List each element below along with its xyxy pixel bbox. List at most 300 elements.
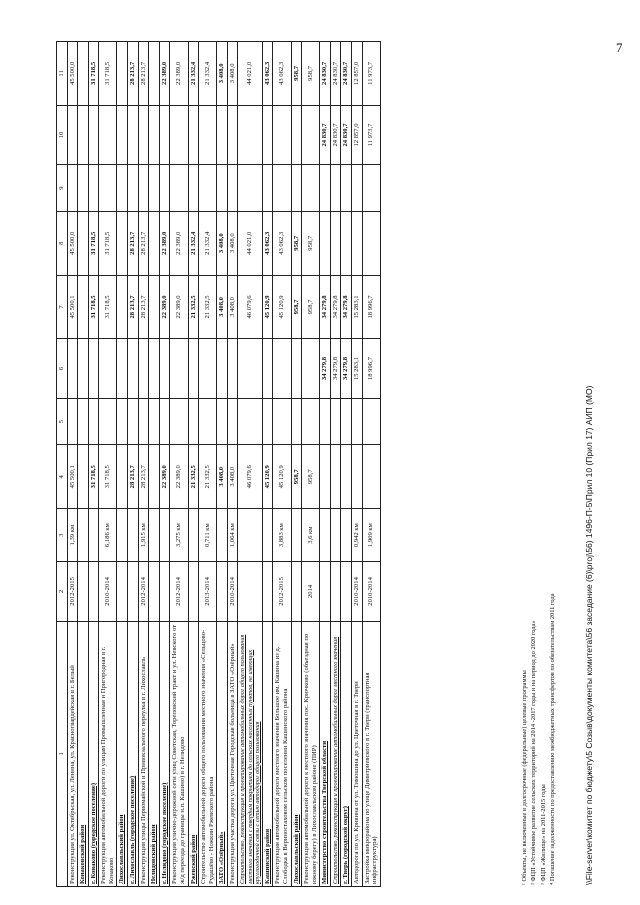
table-cell [302,105,320,164]
table-cell: 3 408,0 [227,211,238,275]
table-cell [238,398,262,445]
table-cell [149,445,160,509]
table-cell [159,339,170,398]
table-cell: 2010-2014 [351,562,362,621]
table-cell [170,165,188,212]
table-cell [341,509,352,562]
table-cell [351,445,362,509]
table-cell [128,165,139,212]
table-cell [67,165,78,212]
table-cell [159,398,170,445]
table-cell: 24 830,7 [320,42,331,106]
table-cell: 45 500,0 [67,42,78,106]
table-cell [149,339,160,398]
table-cell [149,42,160,106]
table-cell: 34 279,8 [320,339,331,398]
table-cell [262,509,273,562]
table-cell: 21 332,4 [199,42,217,106]
table-cell [238,105,262,164]
row-label: Министерство строительства Тверской области [320,621,331,886]
table-cell [159,165,170,212]
table-row [351,42,362,887]
subsection-row [238,42,262,887]
table-cell [78,445,89,509]
table-cell: 2014 [302,562,320,621]
row-label: Автодорога по ул. Кривина от ул. Тимошина до ул. Цветочная в г. Твери [351,621,362,886]
table-cell: 958,7 [291,211,302,275]
table-cell: 22 389,0 [170,211,188,275]
row-label: г. Тверь (городской округ) [341,621,352,886]
table-cell [217,105,228,164]
table-cell [128,562,139,621]
table-cell [78,275,89,339]
table-cell: 44 021,0 [238,211,262,275]
row-label: Строительство автомобильной дороги общего пользования местного значения «Сельцово-Рудашёво - Ножкин Ржевского района [199,621,217,886]
table-cell [330,165,341,212]
table-cell [78,509,89,562]
table-row [138,42,149,887]
table-cell [238,339,262,398]
table-cell: 44 021,0 [238,42,262,106]
table-cell [320,445,331,509]
table-cell [78,42,89,106]
table-cell: 958,7 [302,211,320,275]
group-row [341,42,352,887]
group-row [117,42,128,887]
table-cell [99,105,117,164]
table-cell: 45 120,9 [262,445,273,509]
table-cell [341,165,352,212]
table-cell [128,105,139,164]
footnote: ³ ФЦП «Жилище» на 2011-2015 годы [539,784,547,885]
table-cell [128,509,139,562]
row-label: Кашинский район [262,621,273,886]
table-cell: 958,7 [291,42,302,106]
table-cell: 958,7 [291,275,302,339]
table-cell: 45 120,9 [273,445,291,509]
table-cell [149,398,160,445]
table-cell: 45 120,9 [262,275,273,339]
page-number: 7 [616,40,623,55]
table-cell [320,562,331,621]
table-cell: 2012-2014 [170,562,188,621]
table-cell: 2010-2014 [362,562,380,621]
table-cell [262,562,273,621]
table-cell [99,339,117,398]
table-row [362,42,380,887]
table-cell: 28 213,7 [128,445,139,509]
table-cell: 28 213,7 [138,275,149,339]
row-label: Реконструкция участка дороги ул. Цветочная Городская больница в ЗАТО «Озёрный» [227,621,238,886]
table-cell: 3 408,0 [217,445,228,509]
column-header: 3 [57,509,68,562]
table-cell: 3 408,0 [217,275,228,339]
row-label: Реконструкция ул. Октябрьская, ул. Ленина, ул. Красногвардейская в г. Белый [67,621,78,886]
group-row [320,42,331,887]
group-row [128,42,139,887]
table-cell [217,339,228,398]
table-cell [341,211,352,275]
table-cell [351,211,362,275]
table-cell: 22 389,0 [170,275,188,339]
table-cell [117,275,128,339]
table-cell: 28 213,7 [128,211,139,275]
table-cell [217,398,228,445]
column-header: 8 [57,211,68,275]
group-row [188,42,199,887]
table-cell [88,562,99,621]
table-cell [117,509,128,562]
table-cell [188,562,199,621]
table-cell: 3 408,0 [227,275,238,339]
table-cell [99,165,117,212]
table-cell [78,165,89,212]
table-cell [67,339,78,398]
table-cell [67,398,78,445]
table-cell [330,509,341,562]
table-row [302,42,320,887]
table-cell [362,211,380,275]
table-cell [227,398,238,445]
table-row [273,42,291,887]
table-cell: 31 718,5 [88,445,99,509]
table-cell [67,105,78,164]
table-cell: 43 062,3 [262,211,273,275]
subsection-row [330,42,341,887]
table-cell: 18 996,7 [362,339,380,398]
table-cell [217,562,228,621]
table-cell [291,509,302,562]
table-cell [117,445,128,509]
table-cell: 43 062,3 [273,211,291,275]
table-cell: 34 279,8 [341,339,352,398]
group-row [88,42,99,887]
table-cell: 3,883 км [273,509,291,562]
table-cell: 3 408,0 [227,42,238,106]
table-cell [170,398,188,445]
table-cell [291,339,302,398]
table-cell [262,339,273,398]
investment-table [56,41,381,887]
table-cell [351,165,362,212]
column-header: 10 [57,105,68,164]
column-header: 1 [57,621,68,886]
table-cell [117,42,128,106]
column-header: 9 [57,165,68,212]
table-cell: 31 718,5 [88,211,99,275]
table-cell: 22 389,0 [170,445,188,509]
table-cell [88,165,99,212]
table-cell: 46 079,6 [238,445,262,509]
table-cell [78,339,89,398]
table-cell [159,105,170,164]
table-cell [302,339,320,398]
table-cell [302,398,320,445]
table-cell: 958,7 [302,275,320,339]
table-cell: 3 408,0 [227,445,238,509]
table-cell: 11 973,7 [362,42,380,106]
table-cell: 2010-2014 [227,562,238,621]
row-label: Конаковский район [78,621,89,886]
table-cell [149,562,160,621]
table-cell: 21 332,4 [199,211,217,275]
table-cell: 21 332,5 [188,445,199,509]
table-cell [149,211,160,275]
table-cell [188,339,199,398]
table-cell: 28 213,7 [128,42,139,106]
table-cell [88,105,99,164]
row-label: Реконструкция автомобильной дороги по улицам Промышленная и Пригородная в г. Конаково [99,621,117,886]
table-cell [273,105,291,164]
table-cell [78,105,89,164]
table-cell [128,398,139,445]
table-cell [227,165,238,212]
row-label: Реконструкция улицы Первомайской и Привокзального переулка в г. Лихославль [138,621,149,886]
table-cell [117,105,128,164]
column-header: 4 [57,445,68,509]
table-cell [188,509,199,562]
table-cell: 958,7 [302,445,320,509]
table-cell: 34 279,8 [320,275,331,339]
group-row [149,42,160,887]
table-cell [199,105,217,164]
table-cell: 3 408,0 [217,42,228,106]
table-cell [117,562,128,621]
group-row [78,42,89,887]
table-cell [217,509,228,562]
row-label: Реконструкция улично-дорожной сети улиц Советская, Тореповский тракт и ул. Невского от ж/д переезда до границы н.п. Кашино) в г. Нелидово [170,621,188,886]
table-cell [188,105,199,164]
table-cell: 43 062,3 [262,42,273,106]
table-cell [88,398,99,445]
table-cell [78,398,89,445]
table-cell: 958,7 [302,42,320,106]
table-cell: 31 718,5 [88,275,99,339]
table-cell [320,509,331,562]
table-cell [159,509,170,562]
table-cell [78,211,89,275]
table-cell: 46 079,6 [238,275,262,339]
table-cell [217,165,228,212]
row-label: Строительство, реконструкция и проектирование автомобильных дорог местного значения [330,621,341,886]
group-row [159,42,170,887]
table-row [99,42,117,887]
table-cell: 45 120,9 [273,275,291,339]
table-cell [88,509,99,562]
table-cell [149,105,160,164]
group-row [262,42,273,887]
table-cell [149,509,160,562]
row-label: Реконструкция автомобильной дороги к местного значения пос. Крючково (объездная по южному берегу) в Лихославльском районе (ПИР) [302,621,320,886]
table-cell [362,165,380,212]
table-cell: 24 830,7 [330,105,341,164]
table-cell [149,275,160,339]
table-cell: 1,909 км [362,509,380,562]
group-row [291,42,302,887]
table-cell [320,165,331,212]
table-cell: 45 500,0 [67,211,78,275]
table-cell: 2012-2015 [67,562,78,621]
table-cell: 21 332,4 [188,42,199,106]
row-label: Застройка микрорайона по улице Димитриевского в г. Твери (транспортная инфраструктура) [362,621,380,886]
table-cell: 15 283,1 [351,339,362,398]
table-cell [99,398,117,445]
table-cell [341,398,352,445]
document-sheet [12,13,602,893]
column-header: 11 [57,42,68,106]
table-cell [273,339,291,398]
table-cell [117,339,128,398]
table-cell [188,165,199,212]
footnotes [520,45,557,885]
table-cell: 2013-2014 [199,562,217,621]
table-cell [227,339,238,398]
table-cell [262,398,273,445]
table-cell [117,211,128,275]
footnote: ² ФЦП «Устойчивое развитие сельских территорий на 2014 -2017 годы и на период до 2020 года» [530,620,538,885]
table-cell: 3 408,0 [217,211,228,275]
table-cell: 31 718,5 [99,275,117,339]
table-cell [362,445,380,509]
table-cell: 21 332,5 [188,275,199,339]
table-cell: 958,7 [291,445,302,509]
table-cell [170,105,188,164]
table-cell [138,165,149,212]
table-cell: 28 213,7 [138,445,149,509]
table-cell: 31 718,5 [99,211,117,275]
table-cell [188,398,199,445]
table-cell: 3,275 км [170,509,188,562]
table-cell: 45 500,1 [67,445,78,509]
table-cell: 24 830,7 [330,42,341,106]
table-cell: 15 283,1 [351,275,362,339]
table-cell [117,165,128,212]
file-path: \\File-server\комитет по бюджету\5 Созыв\документы комитета\56 заседание (6)\proj\56) 1496-П-5\Прил 10 (Прил 17) АИП (МО) [584,385,594,885]
table-cell: 31 718,5 [99,445,117,509]
row-label: Ржевский район [188,621,199,886]
table-cell: 28 213,7 [138,211,149,275]
table-cell: 11 973,7 [362,105,380,164]
table-cell: 31 718,5 [99,42,117,106]
table-cell: 2012-2015 [273,562,291,621]
table-cell [330,562,341,621]
column-header: 7 [57,275,68,339]
row-label: Лихославльский район [291,621,302,886]
table-cell [330,398,341,445]
table-cell: 2012-2014 [138,562,149,621]
table-cell [291,105,302,164]
table-cell: 22 389,0 [159,42,170,106]
row-label: Лихославльский район [117,621,128,886]
table-row [199,42,217,887]
table-cell [362,398,380,445]
table-cell: 24 830,7 [341,42,352,106]
row-label: Строительство, реконструкция и проектирование автомобильных дорог общего пользования местного значения с твердым покрытием до сельских населенных пунктов, не имеющих круглогодичной связи с сетью автодорог общего пользования [238,621,262,886]
table-cell [238,562,262,621]
table-cell [320,211,331,275]
table-cell: 1,915 км [138,509,149,562]
table-cell [291,165,302,212]
table-cell [199,165,217,212]
table-cell [199,398,217,445]
table-cell [320,398,331,445]
table-cell [149,165,160,212]
table-cell: 6,186 км [99,509,117,562]
table-cell: 12 857,0 [351,105,362,164]
table-cell: 18 996,7 [362,275,380,339]
table-cell: 31 718,5 [88,42,99,106]
table-cell: 43 062,3 [273,42,291,106]
table-cell [227,105,238,164]
table-cell: 24 830,7 [320,105,331,164]
table-cell: 34 279,8 [330,275,341,339]
row-label: г. Конаково (городское поселение) [88,621,99,886]
table-cell [138,339,149,398]
table-cell [262,105,273,164]
column-header: 5 [57,398,68,445]
table-cell: 22 389,0 [170,42,188,106]
row-label: Реконструкция автомобильной дороги местного значения Большое им. Кашина из д. Слободка в Вериностаховом сельском поселении Кашинского района [273,621,291,886]
table-row [227,42,238,887]
table-cell: 1,39 км [67,509,78,562]
table-row [170,42,188,887]
row-label: Нелидовский район [149,621,160,886]
table-cell [138,105,149,164]
footnote: ¹ Объекты, не включенные в долгосрочные (федеральные) целевые программы [521,670,528,885]
table-cell [341,445,352,509]
footnote: ⁴ Погашение задолженности по предоставлению межбюджетных трансфертов по обязательствам 2011 года [548,593,556,885]
table-cell [199,339,217,398]
table-cell [138,398,149,445]
table-cell [78,562,89,621]
table-cell: 21 332,4 [188,211,199,275]
table-header-row [57,42,68,887]
table-cell: 0,942 км [351,509,362,562]
table-cell [262,165,273,212]
row-label: ЗАТО «Озёрный» [217,621,228,886]
table-cell [351,398,362,445]
table-cell: 21 332,5 [199,275,217,339]
column-header: 2 [57,562,68,621]
table-cell [273,398,291,445]
table-cell [330,445,341,509]
table-cell: 12 857,0 [351,42,362,106]
table-cell: 0,711 км [199,509,217,562]
table-cell [238,165,262,212]
column-header: 6 [57,339,68,398]
table-cell [302,165,320,212]
table-cell [159,562,170,621]
table-cell: 22 389,0 [159,445,170,509]
table-cell [117,398,128,445]
table-cell: 2010-2014 [99,562,117,621]
row-label: г. Лихославль (городское поселение) [128,621,139,886]
table-cell [341,562,352,621]
row-label: г. Нелидово (городское поселение) [159,621,170,886]
table-cell [330,211,341,275]
table-cell [291,562,302,621]
table-cell: 3,6 км [302,509,320,562]
table-cell [170,339,188,398]
table-cell: 1,064 км [227,509,238,562]
table-cell: 28 213,7 [128,275,139,339]
table-cell: 28 213,7 [138,42,149,106]
table-cell: 34 279,8 [341,275,352,339]
table-cell: 22 389,0 [159,275,170,339]
table-cell: 34 279,8 [330,339,341,398]
table-cell [88,339,99,398]
table-cell [291,398,302,445]
